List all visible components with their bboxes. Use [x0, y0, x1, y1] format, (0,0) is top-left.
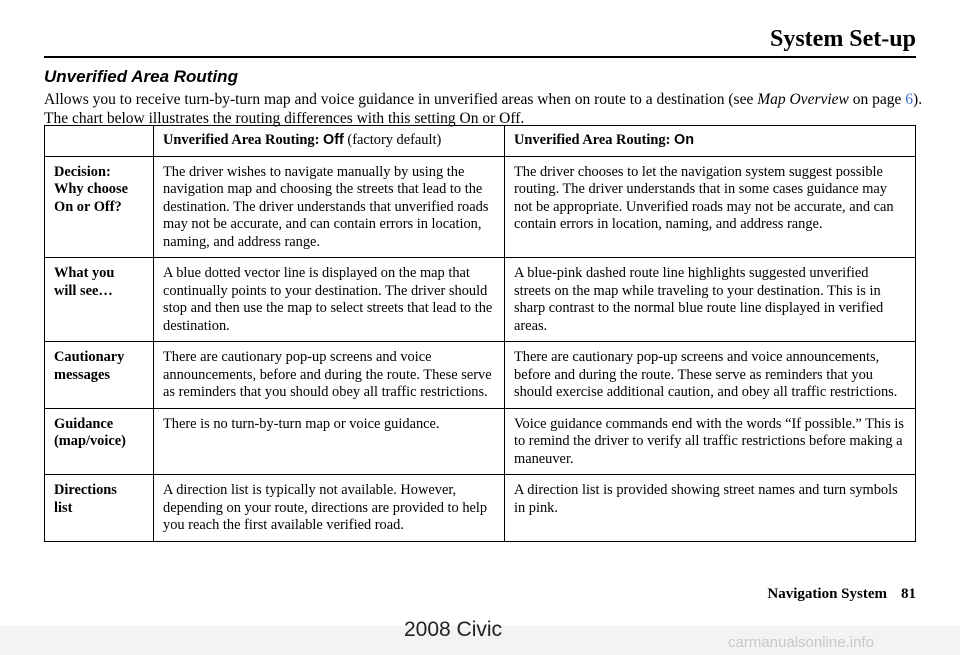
page-number: 81	[901, 586, 916, 602]
routing-comparison-table	[44, 125, 916, 542]
header-on-setting: On	[674, 132, 695, 148]
header-on-prefix: Unverified Area Routing:	[514, 132, 675, 148]
row-label-guidance	[45, 408, 154, 475]
intro-text-2: on page	[848, 91, 906, 108]
cell-off: There is no turn-by-turn map or voice guidance.	[154, 408, 505, 475]
page-header-title: System Set-up	[769, 26, 916, 52]
table-row	[45, 475, 916, 542]
cell-off: The driver wishes to navigate manually by using the navigation map and choosing the streets that lead to the destination. The driver understands that unverified roads may not be accurate, and can contain errors in location, naming, and address range.	[154, 156, 505, 258]
table-row	[45, 408, 916, 475]
table-row	[45, 156, 916, 258]
row-label-directions	[45, 475, 154, 542]
footer-section: Navigation System	[767, 586, 887, 602]
row-label-line: On or Off?	[54, 198, 122, 215]
row-label-line: What you	[54, 265, 115, 281]
watermark-model: 2008 Civic	[404, 618, 503, 641]
intro-text-1: Allows you to receive turn-by-turn map and voice guidance in unverified areas when on route to a destination (see	[44, 91, 758, 108]
intro-paragraph	[44, 90, 924, 128]
table-row	[45, 342, 916, 409]
header-on-cell	[505, 126, 916, 157]
header-empty-cell	[45, 126, 154, 157]
row-label-line: Why choose	[54, 181, 128, 197]
intro-reference: Map Overview	[757, 91, 849, 108]
header-rule	[44, 56, 916, 58]
row-label-line: list	[54, 499, 73, 516]
row-label-line: will see…	[54, 282, 113, 299]
row-label-decision	[45, 156, 154, 258]
row-label-line: Directions	[54, 482, 117, 498]
watermark-site: carmanualsonline.info	[728, 634, 874, 651]
cell-on: There are cautionary pop-up screens and voice announcements, before and during the route. These serve as reminders that you should exercise additional caution, and obey all traffic restrictions.	[505, 342, 916, 409]
header-off-cell	[154, 126, 505, 157]
row-label-line: Decision:	[54, 163, 111, 180]
intro-page-link[interactable]: 6	[905, 91, 914, 108]
section-title: Unverified Area Routing	[44, 67, 238, 86]
row-label-cautionary	[45, 342, 154, 409]
cell-off: There are cautionary pop-up screens and voice announcements, before and during the route. These serve as reminders that you should obey all traffic restrictions.	[154, 342, 505, 409]
cell-on: A blue-pink dashed route line highlights suggested unverified streets on the map while traveling to your destination. This is in sharp contrast to the normal blue route line displayed in verified areas.	[505, 258, 916, 342]
row-label-what-you-see	[45, 258, 154, 342]
cell-off: A blue dotted vector line is displayed on the map that continually points to your destination. The driver should stop and then use the map to select streets that lead to the destination.	[154, 258, 505, 342]
cell-on: The driver chooses to let the navigation system suggest possible routing. The driver understands that in some cases guidance may not be appropriate. Unverified roads may not be accurate, and can contain errors in location, naming, and address range.	[505, 156, 916, 258]
row-label-line: (map/voice)	[54, 433, 126, 449]
cell-on: Voice guidance commands end with the words “If possible.” This is to remind the driver to verify all traffic restrictions before making a maneuver.	[505, 408, 916, 475]
table-header-row	[45, 126, 916, 157]
cell-on: A direction list is provided showing street names and turn symbols in pink.	[505, 475, 916, 542]
table-row	[45, 258, 916, 342]
row-label-line: messages	[54, 366, 110, 383]
cell-off: A direction list is typically not available. However, depending on your route, directions are provided to help you reach the first available verified road.	[154, 475, 505, 542]
page-footer	[767, 586, 916, 603]
row-label-line: Guidance	[54, 415, 114, 432]
header-off-suffix: (factory default)	[343, 132, 442, 148]
intro-text-3: ). The chart below illustrates the routing differences with this setting On or Off.	[44, 91, 923, 127]
header-off-setting: Off	[323, 132, 344, 148]
header-off-prefix: Unverified Area Routing:	[163, 132, 324, 148]
row-label-line: Cautionary	[54, 349, 125, 365]
